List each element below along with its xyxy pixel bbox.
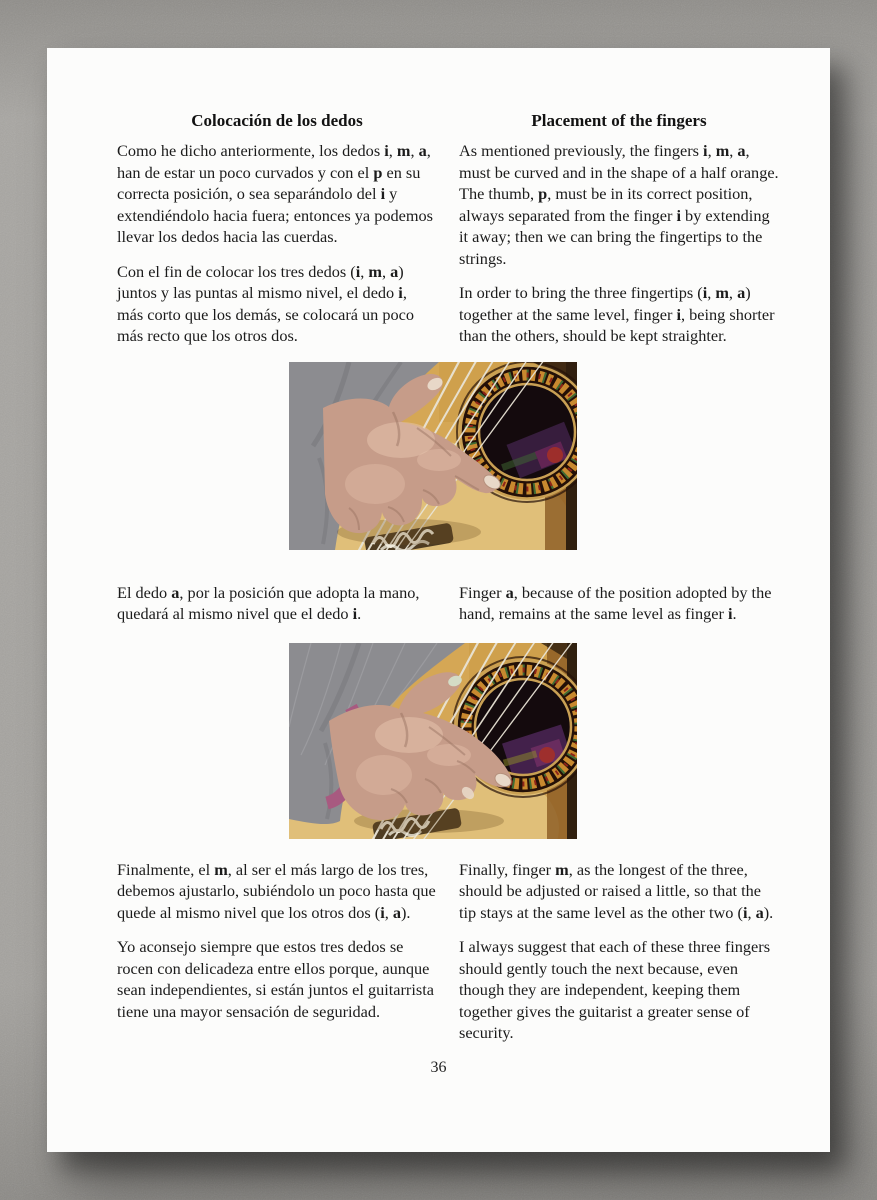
column-english-mid	[459, 582, 779, 638]
guitar-photo-1	[289, 362, 577, 550]
paragraph-es-5: Yo aconsejo siempre que estos tres dedos se rocen con delicadeza entre ellos porque, aunque sean independientes, si están juntos el guitarrista tiene una mayor sensación de seguridad.	[117, 937, 434, 1021]
column-spanish	[117, 110, 437, 360]
heading-english: Placement of the fingers	[531, 111, 707, 130]
photo-2-container	[289, 643, 577, 839]
paragraph-es-1: Como he dicho anteriormente, los dedos i, m, a, han de estar un poco curvados y con el p en su correcta posición, o sea separándolo del i y extendiéndolo hacia fuera; entonces ya podemos llevar los dedos hacia las cuerdas.	[117, 141, 434, 246]
column-english	[459, 110, 779, 360]
paragraph-en-2: In order to bring the three fingertips (i, m, a) together at the same level, finger i, being shorter than the others, should be kept straighter.	[459, 283, 775, 345]
paragraph-en-3: Finger a, because of the position adopted by the hand, remains at the same level as finger i.	[459, 582, 772, 623]
photo-1-container	[289, 362, 577, 550]
column-english-bottom	[459, 859, 779, 1057]
heading-spanish: Colocación de los dedos	[191, 111, 363, 130]
paragraph-es-4: Finalmente, el m, al ser el más largo de los tres, debemos ajustarlo, subiéndolo un poco hasta que quede al mismo nivel que los otros dos (i, a).	[117, 859, 436, 922]
middle-text-row	[117, 582, 779, 638]
paragraph-es-3: El dedo a, por la posición que adopta la mano, quedará al mismo nivel que el dedo i.	[117, 582, 420, 623]
paragraph-en-1: As mentioned previously, the fingers i, m, a, must be curved and in the shape of a half orange. The thumb, p, must be in its correct position, always separated from the finger i by extending it away; then we can bring the fingertips to the strings.	[459, 141, 779, 268]
top-text-row	[117, 48, 779, 360]
page-number: 36	[430, 1058, 447, 1076]
paragraph-en-4: Finally, finger m, as the longest of the three, should be adjusted or raised a little, so that the tip stays at the same level as the other two (i, a).	[459, 859, 774, 922]
guitar-photo-2	[289, 643, 577, 839]
paragraph-en-5: I always suggest that each of these three fingers should gently touch the next because, even though they are independent, keeping them together gives the guitarist a greater sense of security.	[459, 937, 771, 1042]
paragraph-es-2: Con el fin de colocar los tres dedos (i, m, a) juntos y las puntas al mismo nivel, el dedo i, más corto que los demás, se colocará un poco más recto que los otros dos.	[117, 261, 415, 345]
document-page	[47, 48, 830, 1152]
bottom-text-row	[117, 859, 779, 1057]
column-spanish-bottom	[117, 859, 437, 1057]
column-spanish-mid	[117, 582, 437, 638]
